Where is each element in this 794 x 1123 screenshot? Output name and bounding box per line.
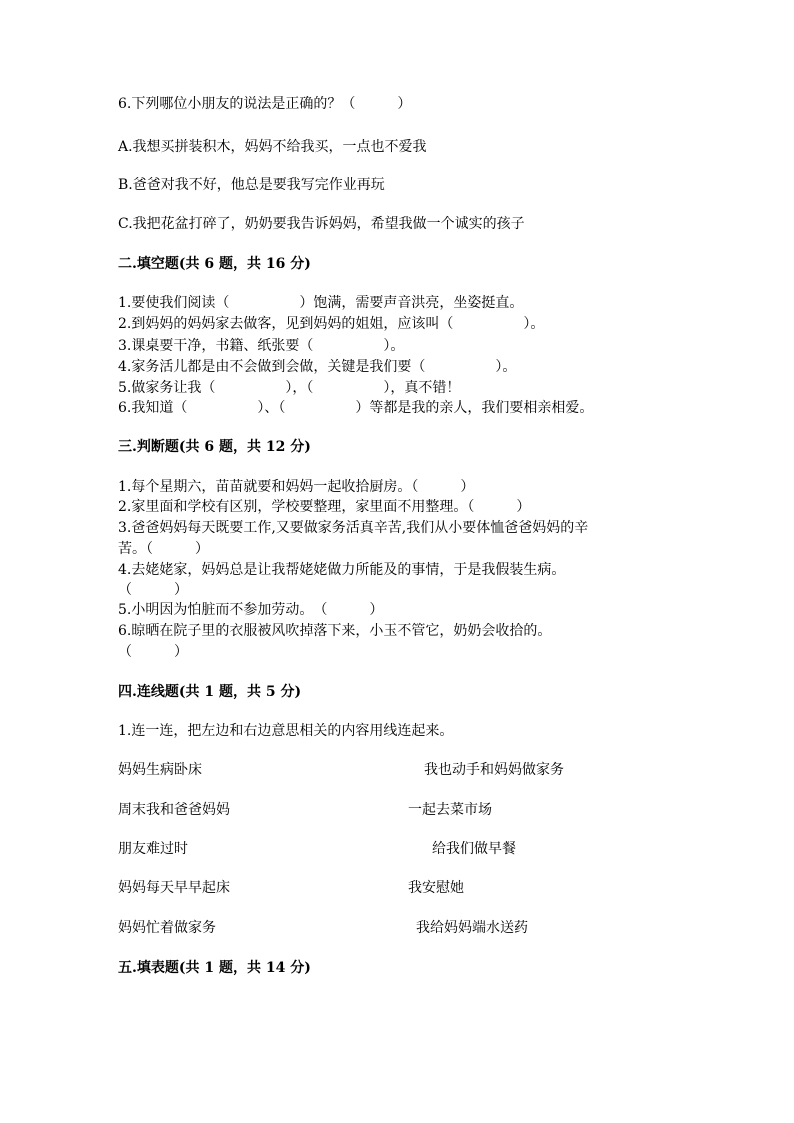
match-right-5: 我给妈妈端水送药 <box>416 920 528 936</box>
q6-option-b: B.爸爸对我不好，他总是要我写完作业再玩 <box>118 177 385 193</box>
q6-stem: 6.下列哪位小朋友的说法是正确的？（ ） <box>118 96 412 112</box>
section-4-heading: 四.连线题(共 1 题，共 5 分) <box>118 684 302 700</box>
fill-item-1: 1.要使我们阅读（ ）饱满，需要声音洪亮，坐姿挺直。 <box>118 295 524 311</box>
judge-line-6-cont: （ ） <box>118 644 188 660</box>
q6-option-c: C.我把花盆打碎了，奶奶要我告诉妈妈，希望我做一个诚实的孩子 <box>118 216 525 232</box>
fill-item-2: 2.到妈妈的妈妈家去做客，见到妈妈的姐姐，应该叫（ ）。 <box>118 316 545 332</box>
match-left-1: 妈妈生病卧床 <box>118 762 202 778</box>
section-2-heading: 二.填空题(共 6 题，共 16 分) <box>118 256 311 272</box>
match-instruction: 1.连一连，把左边和右边意思相关的内容用线连起来。 <box>118 723 454 739</box>
fill-item-3: 3.课桌要干净，书籍、纸张要（ ）。 <box>118 338 405 354</box>
match-left-2: 周末我和爸爸妈妈 <box>118 802 230 818</box>
fill-item-5: 5.做家务让我（ ），（ ），真不错！ <box>118 380 461 396</box>
match-right-1: 我也动手和妈妈做家务 <box>424 762 564 778</box>
match-right-3: 给我们做早餐 <box>432 841 516 857</box>
judge-line-2: 2.家里面和学校有区别，学校要整理，家里面不用整理。（ ） <box>118 499 531 515</box>
fill-item-6: 6.我知道（ ）、（ ）等都是我的亲人，我们要相亲相爱。 <box>118 400 594 416</box>
judge-line-3: 3.爸爸妈妈每天既要工作,又要做家务活真辛苦,我们从小要体恤爸爸妈妈的辛 <box>118 520 589 536</box>
judge-line-6: 6.晾晒在院子里的衣服被风吹掉落下来，小玉不管它，奶奶会收拾的。 <box>118 623 552 639</box>
match-left-5: 妈妈忙着做家务 <box>118 920 216 936</box>
section-3-heading: 三.判断题(共 6 题，共 12 分) <box>118 439 311 455</box>
q6-option-a: A.我想买拼装积木，妈妈不给我买，一点也不爱我 <box>118 139 427 155</box>
judge-line-4: 4.去姥姥家，妈妈总是让我帮姥姥做力所能及的事情，于是我假装生病。 <box>118 562 566 578</box>
judge-line-3-cont: 苦。（ ） <box>118 541 209 557</box>
match-right-4: 我安慰她 <box>408 880 464 896</box>
match-left-4: 妈妈每天早早起床 <box>118 880 230 896</box>
match-right-2: 一起去菜市场 <box>408 802 492 818</box>
judge-line-4-cont: （ ） <box>118 582 188 598</box>
judge-line-1: 1.每个星期六，苗苗就要和妈妈一起收拾厨房。（ ） <box>118 479 475 495</box>
section-5-heading: 五.填表题(共 1 题，共 14 分) <box>118 960 311 976</box>
judge-line-5: 5.小明因为怕脏而不参加劳动。 （ ） <box>118 602 384 618</box>
fill-item-4: 4.家务活儿都是由不会做到会做，关键是我们要（ ）。 <box>118 359 517 375</box>
match-left-3: 朋友难过时 <box>118 841 188 857</box>
